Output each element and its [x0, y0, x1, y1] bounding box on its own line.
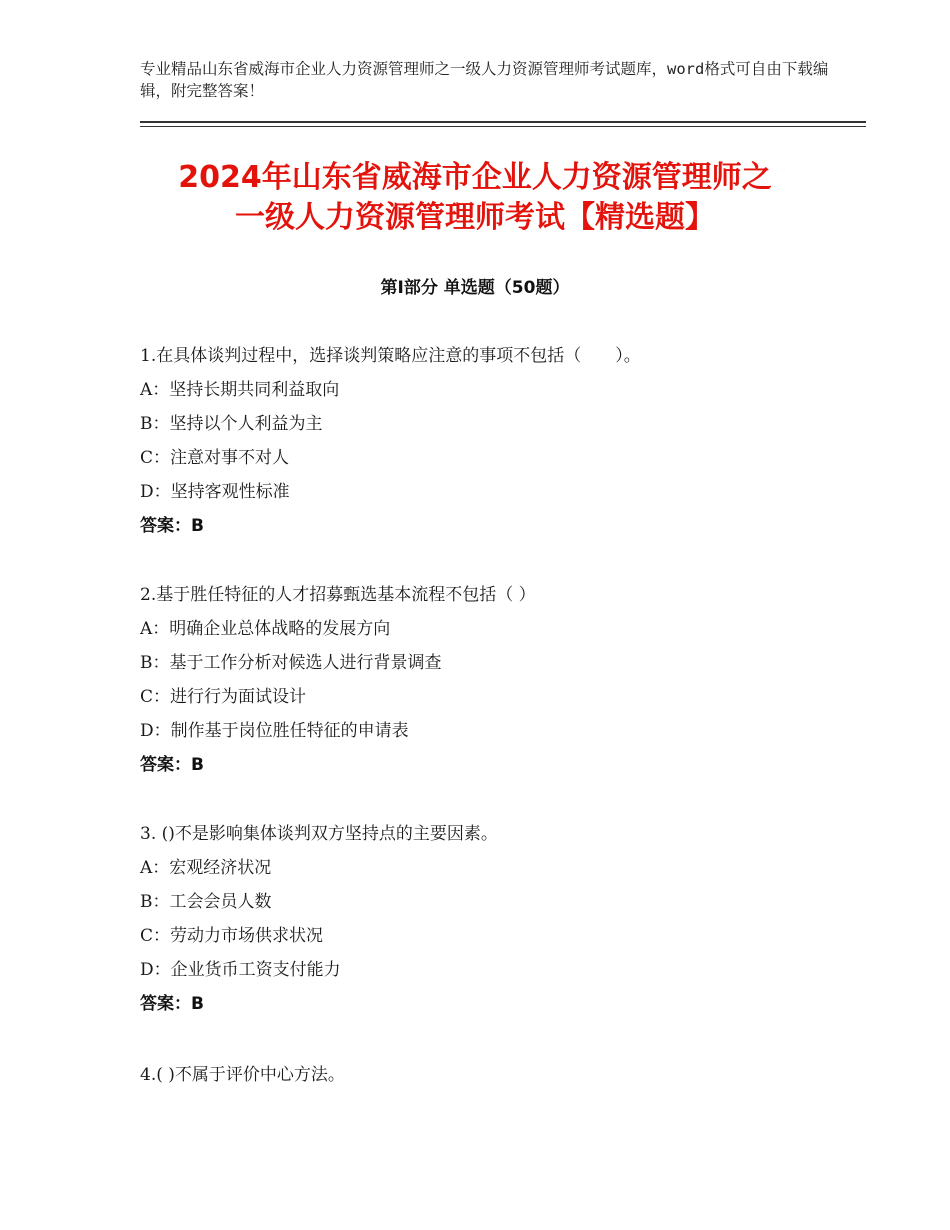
header-rule-thin: [140, 126, 866, 127]
option-b: B：工会会员人数: [140, 892, 272, 912]
question-4: [140, 1058, 860, 1092]
option-a: A：明确企业总体战略的发展方向: [140, 619, 391, 639]
header-rule-thick: [140, 121, 866, 123]
option-c: C：进行行为面试设计: [140, 687, 307, 707]
option-b: B：基于工作分析对候选人进行背景调查: [140, 653, 442, 673]
option-d: D：坚持客观性标准: [140, 482, 290, 502]
option-a: A：宏观经济状况: [140, 858, 272, 878]
question-1: [140, 339, 860, 543]
question-stem: 1.在具体谈判过程中，选择谈判策略应注意的事项不包括（ ）。: [140, 346, 641, 366]
answer: 答案：B: [140, 516, 204, 536]
option-d: D：制作基于岗位胜任特征的申请表: [140, 721, 409, 741]
question-stem: 4.( )不属于评价中心方法。: [140, 1065, 345, 1085]
question-stem: 2.基于胜任特征的人才招募甄选基本流程不包括（ ）: [140, 585, 536, 605]
header-note: 专业精品山东省威海市企业人力资源管理师之一级人力资源管理师考试题库，word格式可自由下载编辑，附完整答案！: [140, 60, 829, 100]
question-3: [140, 817, 860, 1021]
option-c: C：注意对事不对人: [140, 448, 290, 468]
option-d: D：企业货币工资支付能力: [140, 960, 341, 980]
document-title-line-2: 一级人力资源管理师考试【精选题】: [235, 200, 715, 235]
question-2: [140, 578, 860, 782]
option-b: B：坚持以个人利益为主: [140, 414, 323, 434]
answer: 答案：B: [140, 755, 204, 775]
document-title: [100, 158, 850, 238]
document-title-line-1: 2024年山东省威海市企业人力资源管理师之: [178, 160, 772, 195]
question-stem: 3. ()不是影响集体谈判双方坚持点的主要因素。: [140, 824, 498, 844]
answer: 答案：B: [140, 994, 204, 1014]
section-title: 第Ⅰ部分 单选题（50题）: [380, 278, 570, 298]
option-a: A：坚持长期共同利益取向: [140, 380, 340, 400]
option-c: C：劳动力市场供求状况: [140, 926, 324, 946]
